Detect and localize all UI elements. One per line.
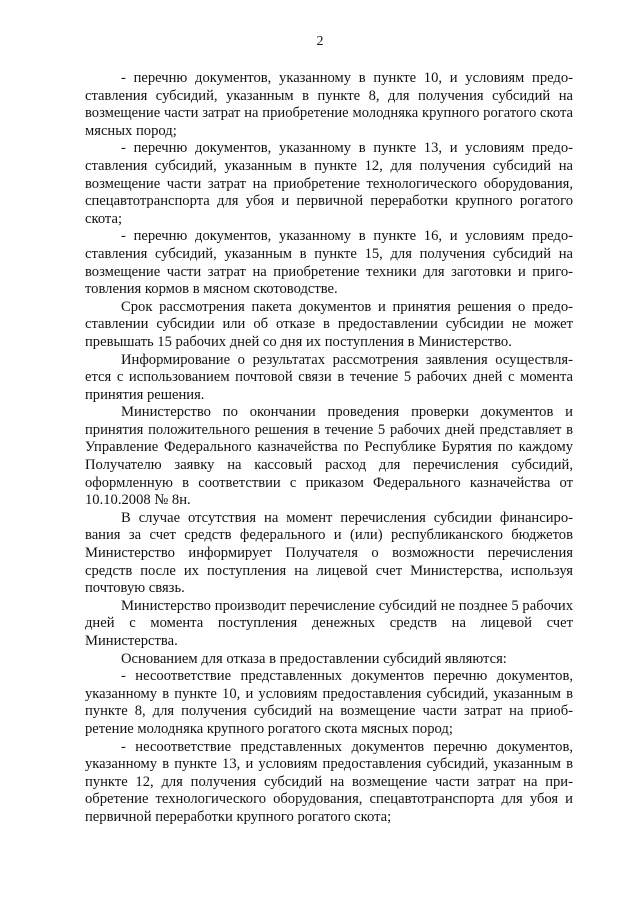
paragraph-list-item-machinery-documents: - перечню документов, указанному в пункте 16, и условиям предоставления субсидий, указанным в пункте 15, для получения субсидий на возмещение части затрат на приобретение техники для заготовки и приготовления кормов в мясном скотоводстве. <box>85 228 573 298</box>
paragraph-refusal-grounds-heading: Основанием для отказа в предоставлении субсидий являются: <box>121 650 507 667</box>
paragraph-list-item-cattle-documents: - перечню документов, указанному в пункте 10, и условиям предоставления субсидий, указанным в пункте 8, для получения субсидий на возмещение части затрат на приобретение молодняка крупного рогатого скота мясных пород; <box>85 70 573 139</box>
paragraph-list-item-equipment-documents: - перечню документов, указанному в пункте 13, и условиям предоставления субсидий, указанным в пункте 12, для получения субсидий на возмещение части затрат на приобретение технологического оборудования, спецавтотранспорта для убоя и первичной переработки крупного рогатого скота; <box>85 140 573 227</box>
paragraph-treasury-request: Министерство по окончании проведения проверки документов и принятия положительного решения в течение 5 рабочих дней представляет в Управление Федерального казначейства по Республике Бурятия по каждому Получателю заявку на кассовый расход для перечисления субсидий, оформленную в соответствии с приказом Федерального казначейства от 10.10.2008 № 8н. <box>85 404 573 509</box>
paragraph-funding-absence: В случае отсутствия на момент перечисления субсидии финансирования за счет средств федерального и (или) республиканского бюджетов Министерство информирует Получателя о возможности перечисления средств после их поступления на лицевой счет Министерства, используя почтовую связь. <box>85 509 573 597</box>
paragraph-notification: Информирование о результатах рассмотрения заявления осуществляется с использованием почтовой связи в течение 5 рабочих дней с момента принятия решения. <box>85 351 573 403</box>
paragraph-refusal-cattle: - несоответствие представленных документов перечню документов, указанному в пункте 10, и условиям предоставления субсидий, указанным в пункте 8, для получения субсидий на возмещение части затрат на приобретение молодняка крупного рогатого скота мясных пород; <box>85 668 573 737</box>
document-body <box>85 70 573 827</box>
paragraph-refusal-equipment: - несоответствие представленных документов перечню документов, указанному в пункте 13, и условиям предоставления субсидий, указанным в пункте 12, для получения субсидий на возмещение части затрат на приобретение технологического оборудования, спецавтотранспорта для убоя и первичной переработки крупного рогатого скота; <box>85 738 573 825</box>
paragraph-review-period: Срок рассмотрения пакета документов и принятия решения о предоставлении субсидии или об отказе в предоставлении субсидии не может превышать 15 рабочих дней со дня их поступления в Министерство. <box>85 298 573 350</box>
paragraph-transfer-deadline: Министерство производит перечисление субсидий не позднее 5 рабочих дней с момента поступления денежных средств на лицевой счет Министерства. <box>85 597 573 649</box>
page-number: 2 <box>316 34 324 49</box>
